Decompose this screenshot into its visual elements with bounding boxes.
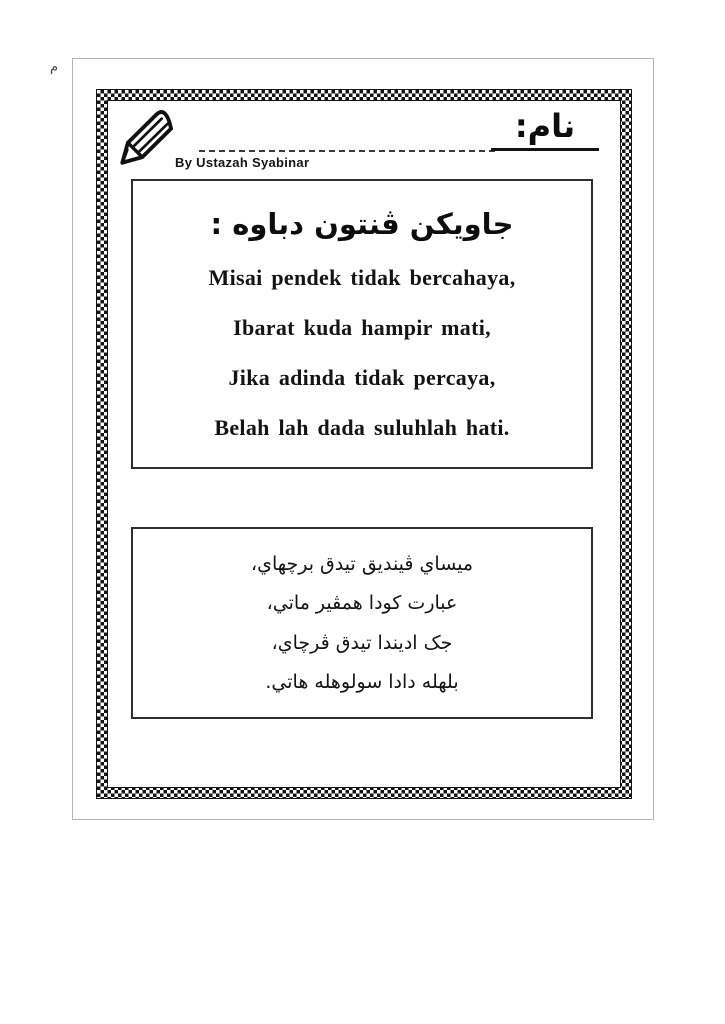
jawi-answer-line: بلهله دادا سولوهله هاتي. — [265, 671, 459, 694]
pantun-line: Ibarat kuda hampir mati, — [233, 315, 491, 340]
pantun-line: Misai pendek tidak bercahaya, — [208, 265, 516, 290]
name-label: نام: — [491, 103, 599, 151]
pencil-icon — [111, 99, 183, 177]
document-page — [72, 58, 654, 820]
margin-note: م — [50, 60, 59, 75]
question-heading-jawi: جاويكن ڤنتون دباوه : — [210, 207, 514, 241]
name-fill-in-line — [199, 137, 495, 152]
jawi-answer-box — [131, 527, 593, 719]
pantun-question-box — [131, 179, 593, 469]
jawi-answer-line: ميساي ڤينديق تيدق برچهاي، — [250, 552, 474, 575]
jawi-answer-line: جک اديندا تيدق ڤرچاي، — [271, 631, 453, 654]
author-byline: By Ustazah Syabinar — [175, 155, 310, 170]
pantun-line: Jika adinda tidak percaya, — [228, 365, 496, 390]
pantun-line: Belah lah dada suluhlah hati. — [214, 415, 510, 440]
jawi-answer-line: عبارت كودا همڤير ماتي، — [266, 592, 458, 615]
